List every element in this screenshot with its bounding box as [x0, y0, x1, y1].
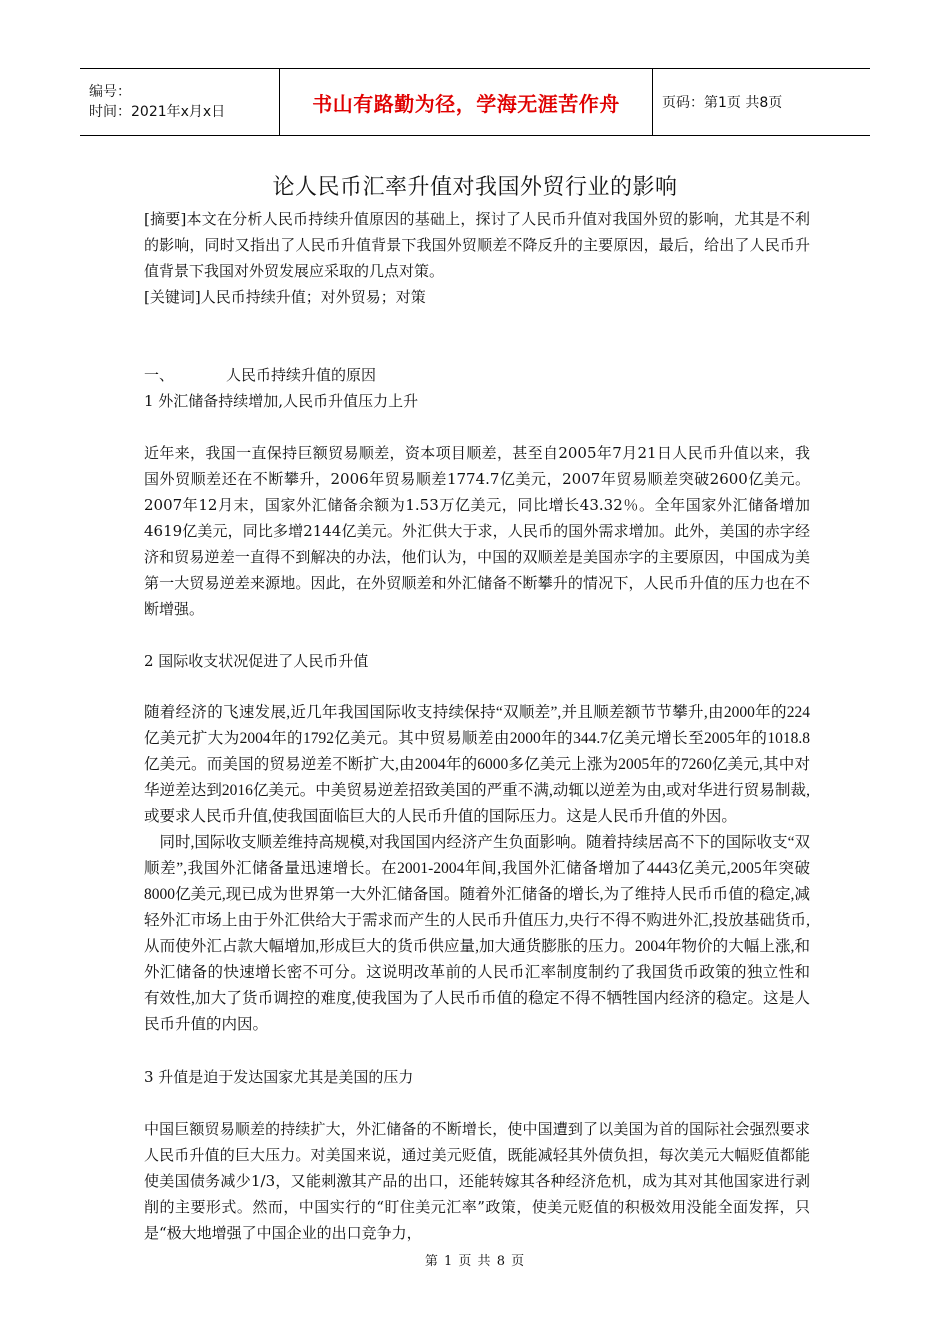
- page-footer: 第 1 页 共 8 页: [424, 1254, 526, 1269]
- spacer: [144, 414, 810, 440]
- header-meta-cell: [80, 69, 280, 135]
- document-date-label: 时间：2021年x月x日: [89, 104, 226, 120]
- subsection-heading-1: 1 外汇储备持续增加,人民币升值压力上升: [144, 392, 419, 410]
- body-paragraph-2: 随着经济的飞速发展,近几年我国国际收支持续保持“双顺差”,并且顺差额节节攀升,由2000年的224亿美元扩大为2004年的1792亿美元。其中贸易顺差由2000年的344.7亿美元增长至2005年的1018.8亿美元。而美国的贸易逆差不断扩大,由2004年的6000多亿美元上涨为2005年的7260亿美元,其中对华逆差达到2016亿美元。中美贸易逆差招致美国的严重不满,动辄以逆差为由,或对华进行贸易制裁,或要求人民币升值,使我国面临巨大的人民币升值的国际压力。这是人民币升值的外因。: [144, 704, 810, 825]
- document-title: 论人民币汇率升值对我国外贸行业的影响: [272, 175, 678, 200]
- document-number-label: 编号：: [89, 84, 131, 100]
- section-heading: [144, 362, 810, 388]
- body-paragraph-4: 中国巨额贸易顺差的持续扩大，外汇储备的不断增长，使中国遭到了以美国为首的国际社会强烈要求人民币升值的巨大压力。对美国来说，通过美元贬值，既能减轻其外债负担，每次美元大幅贬值都能使美国债务减少1/3，又能刺激其产品的出口，还能转嫁其各种经济危机，成为其对其他国家进行剥削的主要形式。然而，中国实行的“盯住美元汇率”政策，使美元贬值的积极效用没能全面发挥，只是“极大地增强了中国企业的出口竞争力，: [144, 1120, 810, 1242]
- page-header-table: [80, 68, 870, 136]
- section-title: 人民币持续升值的原因: [226, 366, 377, 384]
- page-number-label: 页码：第1页 共8页: [662, 95, 783, 111]
- header-motto-cell: [280, 69, 653, 135]
- spacer: [144, 310, 810, 336]
- spacer: [144, 1038, 810, 1064]
- subsection-heading-3: 3 升值是迫于发达国家尤其是美国的压力: [144, 1068, 414, 1086]
- body-paragraph-3: 同时,国际收支顺差维持高规模,对我国国内经济产生负面影响。随着持续居高不下的国际收支“双顺差”,我国外汇储备量迅速增长。在2001-2004年间,我国外汇储备增加了4443亿美元,2005年突破8000亿美元,现已成为世界第一大外汇储备国。随着外汇储备的增长,为了维持人民币币值的稳定,减轻外汇市场上由于外汇供给大于需求而产生的人民币升值压力,央行不得不购进外汇,投放基础货币,从而使外汇占款大幅增加,形成巨大的货币供应量,加大通货膨胀的压力。2004年物价的大幅上涨,和外汇储备的快速增长密不可分。这说明改革前的人民币汇率制度制约了我国货币政策的独立性和有效性,加大了货币调控的难度,使我国为了人民币币值的稳定不得不牺牲国内经济的稳定。这是人民币升值的内因。: [144, 834, 810, 1033]
- spacer: [144, 622, 810, 648]
- subsection-heading-2: 2 国际收支状况促进了人民币升值: [144, 652, 369, 670]
- document-body: [144, 206, 810, 1246]
- header-page-cell: [653, 69, 870, 135]
- spacer: [144, 336, 810, 362]
- body-paragraph-1: 近年来，我国一直保持巨额贸易顺差，资本项目顺差，甚至自2005年7月21日人民币升值以来，我国外贸顺差还在不断攀升，2006年贸易顺差1774.7亿美元，2007年贸易顺差突破2600亿美元。2007年12月末，国家外汇储备余额为1.53万亿美元，同比增长43.32％。全年国家外汇储备增加4619亿美元，同比多增2144亿美元。外汇供大于求，人民币的国外需求增加。此外，美国的赤字经济和贸易逆差一直得不到解决的办法，他们认为，中国的双顺差是美国赤字的主要原因，中国成为美第一大贸易逆差来源地。因此，在外贸顺差和外汇储备不断攀升的情况下，人民币升值的压力也在不断增强。: [144, 444, 810, 618]
- abstract-paragraph: [摘要]本文在分析人民币持续升值原因的基础上，探讨了人民币升值对我国外贸的影响，尤其是不利的影响，同时又指出了人民币升值背景下我国外贸顺差不降反升的主要原因，最后，给出了人民币升值背景下我国对外贸发展应采取的几点对策。: [144, 210, 810, 280]
- spacer: [144, 1090, 810, 1116]
- keywords-line: [关键词]人民币持续升值；对外贸易；对策: [144, 288, 426, 306]
- section-number: 一、: [144, 366, 175, 384]
- spacer: [144, 674, 810, 700]
- header-motto: 书山有路勤为径，学海无涯苦作舟: [312, 91, 620, 116]
